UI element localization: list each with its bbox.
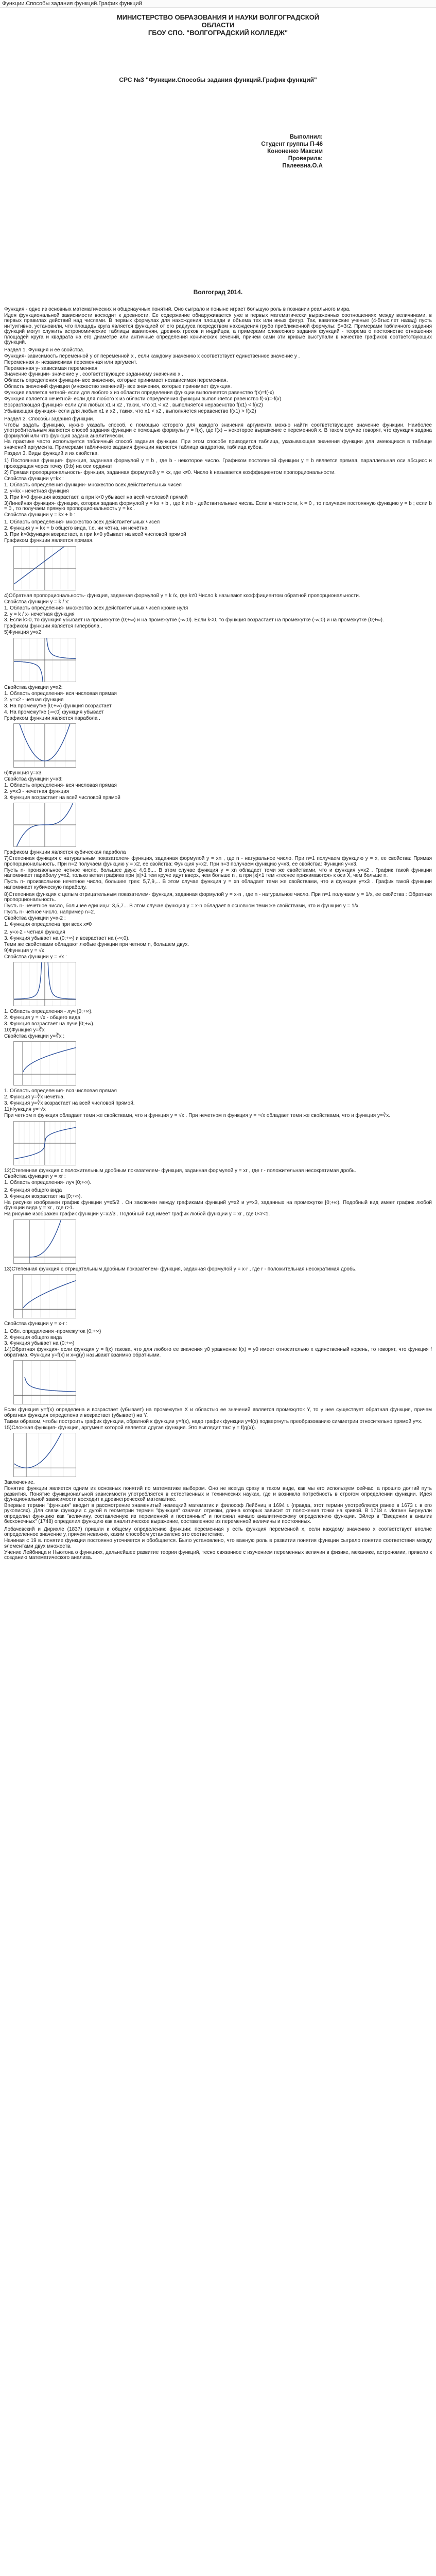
paragraph: Свойства функции у = √х : [4, 954, 67, 960]
paragraph: Таким образом, чтобы построить график функции, обратной к функции у=f(x), надо график функции у=f(x) подвергнуть преобразованию симметрии относительно прямой у=х. [4, 1418, 423, 1425]
graph-sqrt-svg [14, 1042, 76, 1085]
paragraph: Если функция у=f(x) определена и возрастает (убывает) на промежутке Х и областью ее значений является промежуток Y, то у нее существует обратная функция, причем обратная функция определена и возрастает (убывает) на Y. [4, 1407, 432, 1418]
graph-parabola [13, 723, 76, 768]
paragraph: Свойства функции у = kx + b : [4, 512, 76, 518]
graph-power-2-3-svg [14, 1275, 76, 1318]
paragraph: Теми же свойствами обладают любые функции при четном n, большем двух. [4, 941, 189, 947]
paragraph: 1. Область определения- вся числовая прямая [4, 690, 117, 697]
graph-linear [13, 546, 76, 590]
paragraph: 2. Функция у = kx + b общего вида, т.е. ни чётна, ни нечётна. [4, 526, 149, 532]
paragraph: 2. Функция у=∛х нечетна. [4, 1094, 65, 1100]
function-curve [14, 1433, 76, 1468]
graph-row [13, 723, 432, 768]
graph-row [13, 546, 432, 590]
paragraph: 9)Функция у = √х [4, 947, 44, 954]
paragraph: Свойства функции у = xr : [4, 1174, 66, 1180]
paragraph: Пусть n- произвольное нечетное число, большее трех: 5,7,9,... В этом случае функция у = xn обладает теми же свойствами, что и функция у=x3 . График такой функции напоминает кубическую параболу. [4, 879, 432, 890]
graph-row [13, 1041, 432, 1086]
srs-title: СРС №3 "Функции.Способы задания функций.График функций" [119, 76, 317, 83]
paragraph: 3. Функция возрастает на всей числовой прямой [4, 794, 120, 801]
paragraph: 3. При k>0функция возрастает, а при k<0 убывает на всей числовой прямой [4, 532, 186, 538]
paragraph: 3. Функция у=∛х возрастает на всей числовой прямой. [4, 1100, 135, 1107]
paragraph: 1. Область определения- множество всех действительных чисел [4, 519, 160, 526]
document-body [4, 307, 432, 2576]
paragraph: 3. Функция возрастает на [0;+∞). [4, 1193, 82, 1199]
paragraph: Графиком функции является кубическая парабола [4, 850, 126, 856]
paragraph: Пусть n- четное число, например n=2. [4, 909, 95, 916]
paragraph: 3. Функция убывает на (0;+∞) [4, 1341, 75, 1347]
paragraph: 1. Обл. определения -промежуток (0;+∞) [4, 1328, 101, 1334]
paragraph: 3. На промежутке [0;+∞) функция возрастает [4, 703, 112, 709]
paragraph: Область значений функции (множество значений)- все значения, которые принимает функция. [4, 384, 232, 390]
paragraph: 5)Функция у=x2 [4, 630, 42, 636]
paragraph: Убывающая функция- если для любых х1 и х2 , таких, что х1 < х2 , выполняется неравенство f(x1) > f(x2) [4, 409, 256, 415]
paragraph: 2. у = k / x- нечетная функция [4, 611, 75, 617]
ministry-line-1: МИНИСТЕРСТВО ОБРАЗОВАНИЯ И НАУКИ ВОЛГОГРАДСКОЙ [116, 13, 320, 21]
graph-cbrt-svg [14, 1122, 76, 1165]
function-curve [25, 1377, 76, 1392]
graph-linear-svg [14, 547, 76, 590]
graph-power-5-2-svg [14, 1220, 76, 1263]
paragraph: Переменная у- зависимая переменная [4, 365, 98, 371]
paragraph: 4. На промежутке (-∞;0] функция убывает [4, 709, 104, 715]
paragraph: 6)Функция у=x3 [4, 770, 42, 776]
paragraph: 13)Степенная функция с отрицательным дробным показателем- функция, заданная формулой у = x-r , где r - положительная несократимая дробь. [4, 1266, 357, 1272]
graph-cubic [13, 803, 76, 847]
graph-row [13, 962, 432, 1006]
paragraph: 3. При k>0 функция возрастает, а при k<0 убывает на всей числовой прямой [4, 494, 188, 500]
paragraph: 4)Обратная пропорциональность- функция, заданная формулой у = k /x, где k≠0 Число k называют коэффициентом обратной пропорциональности. [4, 592, 360, 599]
paragraph: 1. Область определения - луч [0;+∞). [4, 1008, 93, 1014]
graph-row [13, 1121, 432, 1165]
paragraph: Понятие функции является одним из основных понятий по математике выбором. Оно не всегда сразу в таком виде, как мы его используем сейчас, а прошло долгий путь развития. Понятие функциональной зависимости употребляется в естественных и технических науках, где и возникла потребность в строгом определении функции. Идея функциональной зависимости восходит к древнегреческой математике. [4, 1486, 432, 1502]
paragraph: 11)Функция у=ⁿ√х [4, 1107, 46, 1113]
paragraph: 2. Функция общего вида [4, 1187, 62, 1193]
graph-inverse-square [13, 962, 76, 1006]
graph-inverse-functions-svg [14, 1433, 76, 1477]
paragraph: 2) Прямая пропорциональность- функция, заданная формулой у = kx, где k≠0. Число k называется коэффициентом пропорциональности. [4, 469, 336, 476]
paragraph: 1. Область определения- вся числовая прямая [4, 782, 117, 788]
paragraph: При четном n функция обладает теми же свойствами, что и функция у = √х . При нечетном n функция у = ⁿ√х обладает теми же свойствами, что и функция у=∛х. [4, 1113, 390, 1119]
paragraph: Чтобы задать функцию, нужно указать способ, с помощью которого для каждого значения аргумента можно найти соответствующее значение функции. Наиболее употребительным является способ задания функции с помощью формулы у = f(x), где f(x) – некоторое выражение с переменной х. В таком случае говорят, что функция задана формулой или что функция задана аналитически. [4, 422, 432, 439]
graph-power-2-3 [13, 1274, 76, 1318]
performer-done-label: Выполнил: [289, 134, 323, 140]
graph-row [13, 1219, 432, 1264]
paragraph: Пусть n- нечетное число, большее единицы: 3,5,7... В этом случае функция у = x-n обладает в основном теми же свойствами, что и функция у = 1/х. [4, 903, 360, 909]
paragraph: 2. у=x2 - четная функция [4, 697, 64, 703]
paragraph: 1. Область определения- множество всех действительных чисел кроме нуля [4, 605, 188, 611]
paragraph: Свойства функции у = k / x: [4, 599, 69, 605]
paragraph: 2. y=kx - нечетная функция [4, 488, 69, 494]
paragraph: Раздел 3. Виды функций и их свойства. [4, 450, 99, 456]
graph-cubic-svg [14, 803, 76, 846]
paragraph: 3. Если k>0, то функция убывает на промежутке (0;+∞) и на промежутке (-∞;0). Если k<0, то функция возрастает на промежутке (-∞;0) и на промежутке (0;+∞). [4, 617, 384, 623]
function-curve [29, 1220, 76, 1257]
paragraph: 2. Функция общего вида [4, 1334, 62, 1341]
graph-cbrt [13, 1121, 76, 1165]
paragraph: Свойства функции у=x2: [4, 684, 63, 690]
paragraph: 2. Функция у = √х - общего вида [4, 1014, 80, 1021]
paragraph: 1. Функция определена при всех x≠0 [4, 922, 92, 928]
paragraph: 3. Функция убывает на (0;+∞) и возрастает на (-∞;0). [4, 935, 130, 941]
performer-teacher: Палеевна.О.А [282, 163, 323, 169]
paragraph: 2. у=x3 - нечетная функция [4, 788, 69, 794]
paragraph: Лобачевский и Дирихле (1837) пришли к общему определению функции: переменная у есть функция переменной х, если каждому значению х соответствует вполне определенное значение у, причем неважно, каким способом установлено это соответствие. [4, 1526, 432, 1538]
paragraph: Функция - одно из основных математических и общенаучных понятий. Оно сыграло и поныне играет большую роль в познании реального мира. [4, 307, 351, 312]
paragraph: Свойства функции y=kx : [4, 476, 64, 482]
graph-row [13, 1274, 432, 1318]
paragraph: 14)Обратная функция- если функция у = f(x) такова, что для любого ее значения у0 уравнение f(x) = у0 имеет относительно х единственный корень, то говорят, что функция f обратима. Функции у=f(x) и х=g(y) называют взаимно обратными. [4, 1347, 432, 1358]
paragraph: Функция является нечетной- если для любого х из области определения функции выполняется равенство f(-x)=-f(x) [4, 396, 282, 402]
paragraph: 7)Степенная функция с натуральным показателем- функция, заданная формулой у = xn , где n - натуральное число. При n=1 получаем функцию у = x, ее свойства: Прямая пропорциональность. При n=2 получаем функцию у = x2, ее свойства: Функция у=x2. При n=3 получаем функцию у=x3, ее свойства: Функция у=x3. [4, 856, 432, 867]
paragraph: Начиная с 19 в. понятие функции постоянно уточняется и обобщается. Было установлено, что важную роль в развитии понятия функции сыграло понятие соответствия между элементами двух множеств. [4, 1538, 432, 1549]
paragraph: Раздел 1. Функция и ее свойства. [4, 347, 84, 353]
paragraph: Возрастающая функция- если для любых х1 и х2 , таких, что х1 < х2 , выполняется неравенство f(x1) < f(x2) [4, 402, 263, 409]
paragraph: Впервые термин "функция" вводит в рассмотрение знаменитый немецкий математик и философ Лейбниц в 1694 г. (правда, этот термин употреблялся ранее в 1673 г. в его рукописях). Для связи функции с дугой в геометрии термин "функция" означал отрезки, длина которых зависит от положения точки на кривой. В 1718 г. Иоганн Бернулли определил функцию как "величину, составленную из переменной и постоянных" и положил начало аналитическому определению функции. Эйлер в "Введении в анализ бесконечных" (1748) определил функцию как аналитическое выражение, составленное из переменной величины и постоянных. [4, 1502, 432, 1525]
paragraph: На рисунке изображен график функции у=x5/2 . Он заключен между графиками функций у=x2 и у=x3, заданных на промежутке [0;+∞). Подобный вид имеет график любой функции вида у = xr , где r>1. [4, 1199, 432, 1211]
paragraph: Пусть n- произвольное четное число, большее двух: 4,6,8,... В этом случае функция у = xn обладает теми же свойствами, что и функция у=x2 . График такой функции напоминает параболу у=x2, только ветви графика при |x|>1 тем круче идут вверх, чем больше n , а при |x|<1 тем «теснее прижимаются» к оси Х, чем больше n. [4, 867, 432, 879]
graph-row [13, 638, 432, 682]
paragraph: Раздел 2. Способы задания функции. [4, 416, 95, 422]
paragraph: 8)Степенная функция с целым отрицательным показателем- функция, заданная формулой у = x-n , где n - натуральное число. При n=1 получаем у = 1/х, ее свойства : Обратная пропорциональность. [4, 892, 432, 903]
performer-block [261, 133, 323, 170]
graph-power-negative [13, 1360, 76, 1404]
performer-group: Студент группы П-46 [261, 141, 323, 147]
paragraph: Функция является четной- если для любого х из области определения функции выполняется равенство f(x)=f(-x) [4, 390, 274, 396]
graph-inverse-square-svg [14, 962, 76, 1006]
graph-hyperbola [13, 638, 76, 682]
paragraph: Свойства функции у=x3: [4, 776, 63, 783]
graph-sqrt [13, 1041, 76, 1086]
graph-power-5-2 [13, 1219, 76, 1264]
paragraph: Область определения функции- все значения, которые принимает независимая переменная. [4, 378, 228, 384]
paragraph: Переменная х- независимая переменная или аргумент. [4, 359, 137, 365]
paragraph: Графиком функции является гипербола . [4, 623, 102, 630]
graph-power-negative-svg [14, 1361, 76, 1404]
paragraph: На практике часто используется табличный способ задания функции. При этом способе приводится таблица, указывающая значения функции для имеющихся в таблице значений аргумента. Примерами табличного задания функции является таблица квадратов, таблица кубов. [4, 439, 432, 450]
paragraph: 3)Линейная функция- функция, которая задана формулой у = kx + b , где k и b - действительные числа. Если в частности, k = 0 , то получаем постоянную функцию у = b ; если b = 0 , то получаем прямую пропорциональность у = kx . [4, 500, 432, 512]
paragraph: Значение функции- значение у , соответствующее заданному значению х . [4, 371, 183, 378]
paragraph: 10)Функция у=∛х [4, 1027, 45, 1033]
college-name: ГБОУ СПО. "ВОЛГОГРАДСКИЙ КОЛЛЕДЖ" [148, 29, 288, 37]
paragraph: Заключение. [4, 1480, 35, 1486]
graph-row [13, 1360, 432, 1404]
paragraph: Свойства функции у=∛х : [4, 1033, 65, 1039]
paragraph: Свойства функции у=x-2 : [4, 916, 66, 922]
paragraph: Графиком функции является прямая. [4, 538, 94, 544]
graph-parabola-svg [14, 724, 76, 767]
function-curve [23, 1281, 76, 1308]
paragraph: 1. Область определения- луч [0;+∞). [4, 1180, 92, 1186]
graph-row [13, 803, 432, 847]
document-title: Функции.Способы задания функций.График функций [2, 1, 142, 7]
document-title-bar [0, 0, 436, 8]
paragraph: 12)Степенная функция с положительным дробным показателем- функция, заданная формулой у = xr , где r - положительная несократимая дробь. [4, 1167, 356, 1174]
function-curve [23, 1048, 76, 1072]
paragraph: 3. Функция возрастает на луче [0;+∞). [4, 1021, 95, 1027]
paragraph: 1. Область определения функции- множество всех действительных чисел [4, 482, 182, 488]
paragraph: Функция- зависимость переменной у от переменной х , если каждому значению х соответствует единственное значение у . [4, 353, 300, 359]
graph-hyperbola-svg [14, 638, 76, 682]
ministry-line-2: ОБЛАСТИ [201, 21, 235, 29]
city-year: Волгоград 2014. [193, 289, 243, 296]
paragraph: 15)Сложная функция- функция, аргумент которой является другая функция. Это выглядит так: у = f(g(x)). [4, 1425, 256, 1431]
title-header [0, 13, 436, 37]
performer-checked-label: Проверила: [288, 156, 323, 162]
paragraph: Учение Лейбница и Ньютона о функциях, дальнейшее развитие теории функций, тесно связанное с изучением переменных величин в физике, механике, астрономии, привело к созданию математического анализа. [4, 1549, 432, 1561]
graph-row [13, 1433, 432, 1477]
paragraph: Графиком функции является парабола . [4, 715, 100, 721]
paragraph: Идея функциональной зависимости восходит к древности. Ее содержание обнаруживается уже в первых математически выраженных соотношениях между величинами, в первых правилах действий над числами. В первых формулах для нахождения площади и объема тех или иных фигур. Так, вавилонские ученые (4-5тыс.лет назад) пусть интуитивно, установили, что площадь круга является функцией от его радиуса посредством нахождения грубо приближенной формулы: S=3r2. Примерами табличного задания функций могут служить астрономические таблицы вавилонян, древних греков и индийцев, а примерами словесного задания функций - теорема о постоянстве отношения площадей круга и квадрата на его диаметре или античные определения конических сечений, причем сами эти кривые выступали в качестве графиков соответствующих функций. [4, 312, 432, 346]
paragraph: 2. у=x-2 - четная функция [4, 929, 65, 935]
graph-inverse-functions [13, 1433, 76, 1477]
paragraph: 1. Область определения- вся числовая прямая [4, 1088, 117, 1094]
paragraph: На рисунке изображен график функции у=x2/3 . Подобный вид имеет график любой функции у = xr , где 0<r<1. [4, 1211, 270, 1217]
paragraph: 1) Постоянная функция- функция, заданная формулой у = b , где b - некоторое число. Графиком постоянной функции у = b является прямая, параллельная оси абсцисс и проходящая через точку (0;b) на оси ординат [4, 458, 432, 469]
performer-name: Кононенко Максим [267, 148, 323, 155]
paragraph: Свойства функции у = x-r : [4, 1321, 67, 1327]
